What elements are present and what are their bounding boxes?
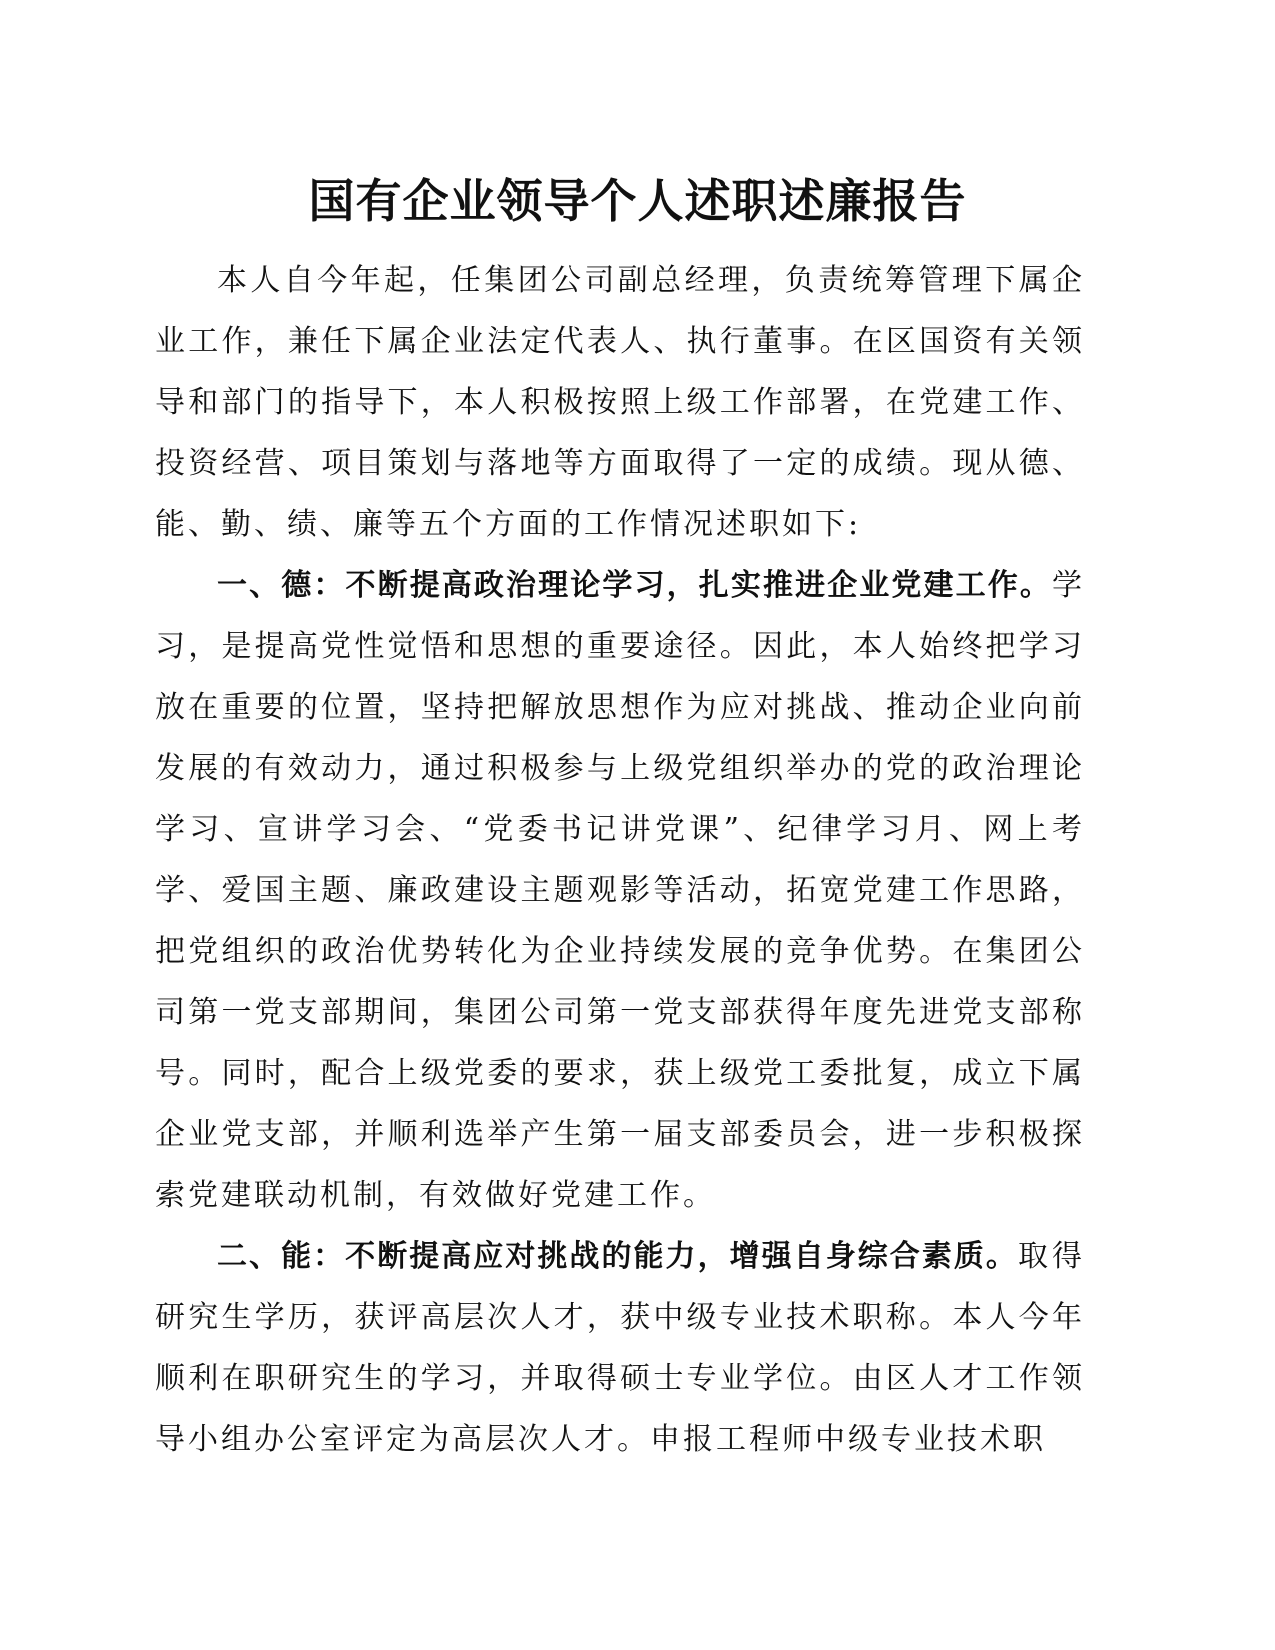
- document-body: [155, 250, 1085, 1470]
- document-title: 国有企业领导个人述职述廉报告: [308, 174, 967, 228]
- section-neng-paragraph: [155, 1226, 1085, 1470]
- section-de-text: 学习，是提高党性觉悟和思想的重要途径。因此，本人始终把学习放在重要的位置，坚持把解放思想作为应对挑战、推动企业向前发展的有效动力，通过积极参与上级党组织举办的党的政治理论学习、宣讲学习会、“党委书记讲党课”、纪律学习月、网上考学、爱国主题、廉政建设主题观影等活动，拓宽党建工作思路，把党组织的政治优势转化为企业持续发展的竞争优势。在集团公司第一党支部期间，集团公司第一党支部获得年度先进党支部称号。同时，配合上级党委的要求，获上级党工委批复，成立下属企业党支部，并顺利选举产生第一届支部委员会，进一步积极探索党建联动机制，有效做好党建工作。: [155, 568, 1085, 1213]
- section-neng-heading: 二、能：不断提高应对挑战的能力，增强自身综合素质。: [217, 1239, 1018, 1274]
- section-de-paragraph: [155, 555, 1085, 1226]
- section-de-heading: 一、德：不断提高政治理论学习，扎实推进企业党建工作。: [217, 568, 1052, 603]
- section-neng-text: 取得研究生学历，获评高层次人才，获中级专业技术职称。本人今年顺利在职研究生的学习，并取得硕士专业学位。由区人才工作领导小组办公室评定为高层次人才。申报工程师中级专业技术职: [155, 1239, 1086, 1457]
- intro-paragraph: 本人自今年起，任集团公司副总经理，负责统筹管理下属企业工作，兼任下属企业法定代表人、执行董事。在区国资有关领导和部门的指导下，本人积极按照上级工作部署，在党建工作、投资经营、项目策划与落地等方面取得了一定的成绩。现从德、能、勤、绩、廉等五个方面的工作情况述职如下:: [155, 263, 1085, 542]
